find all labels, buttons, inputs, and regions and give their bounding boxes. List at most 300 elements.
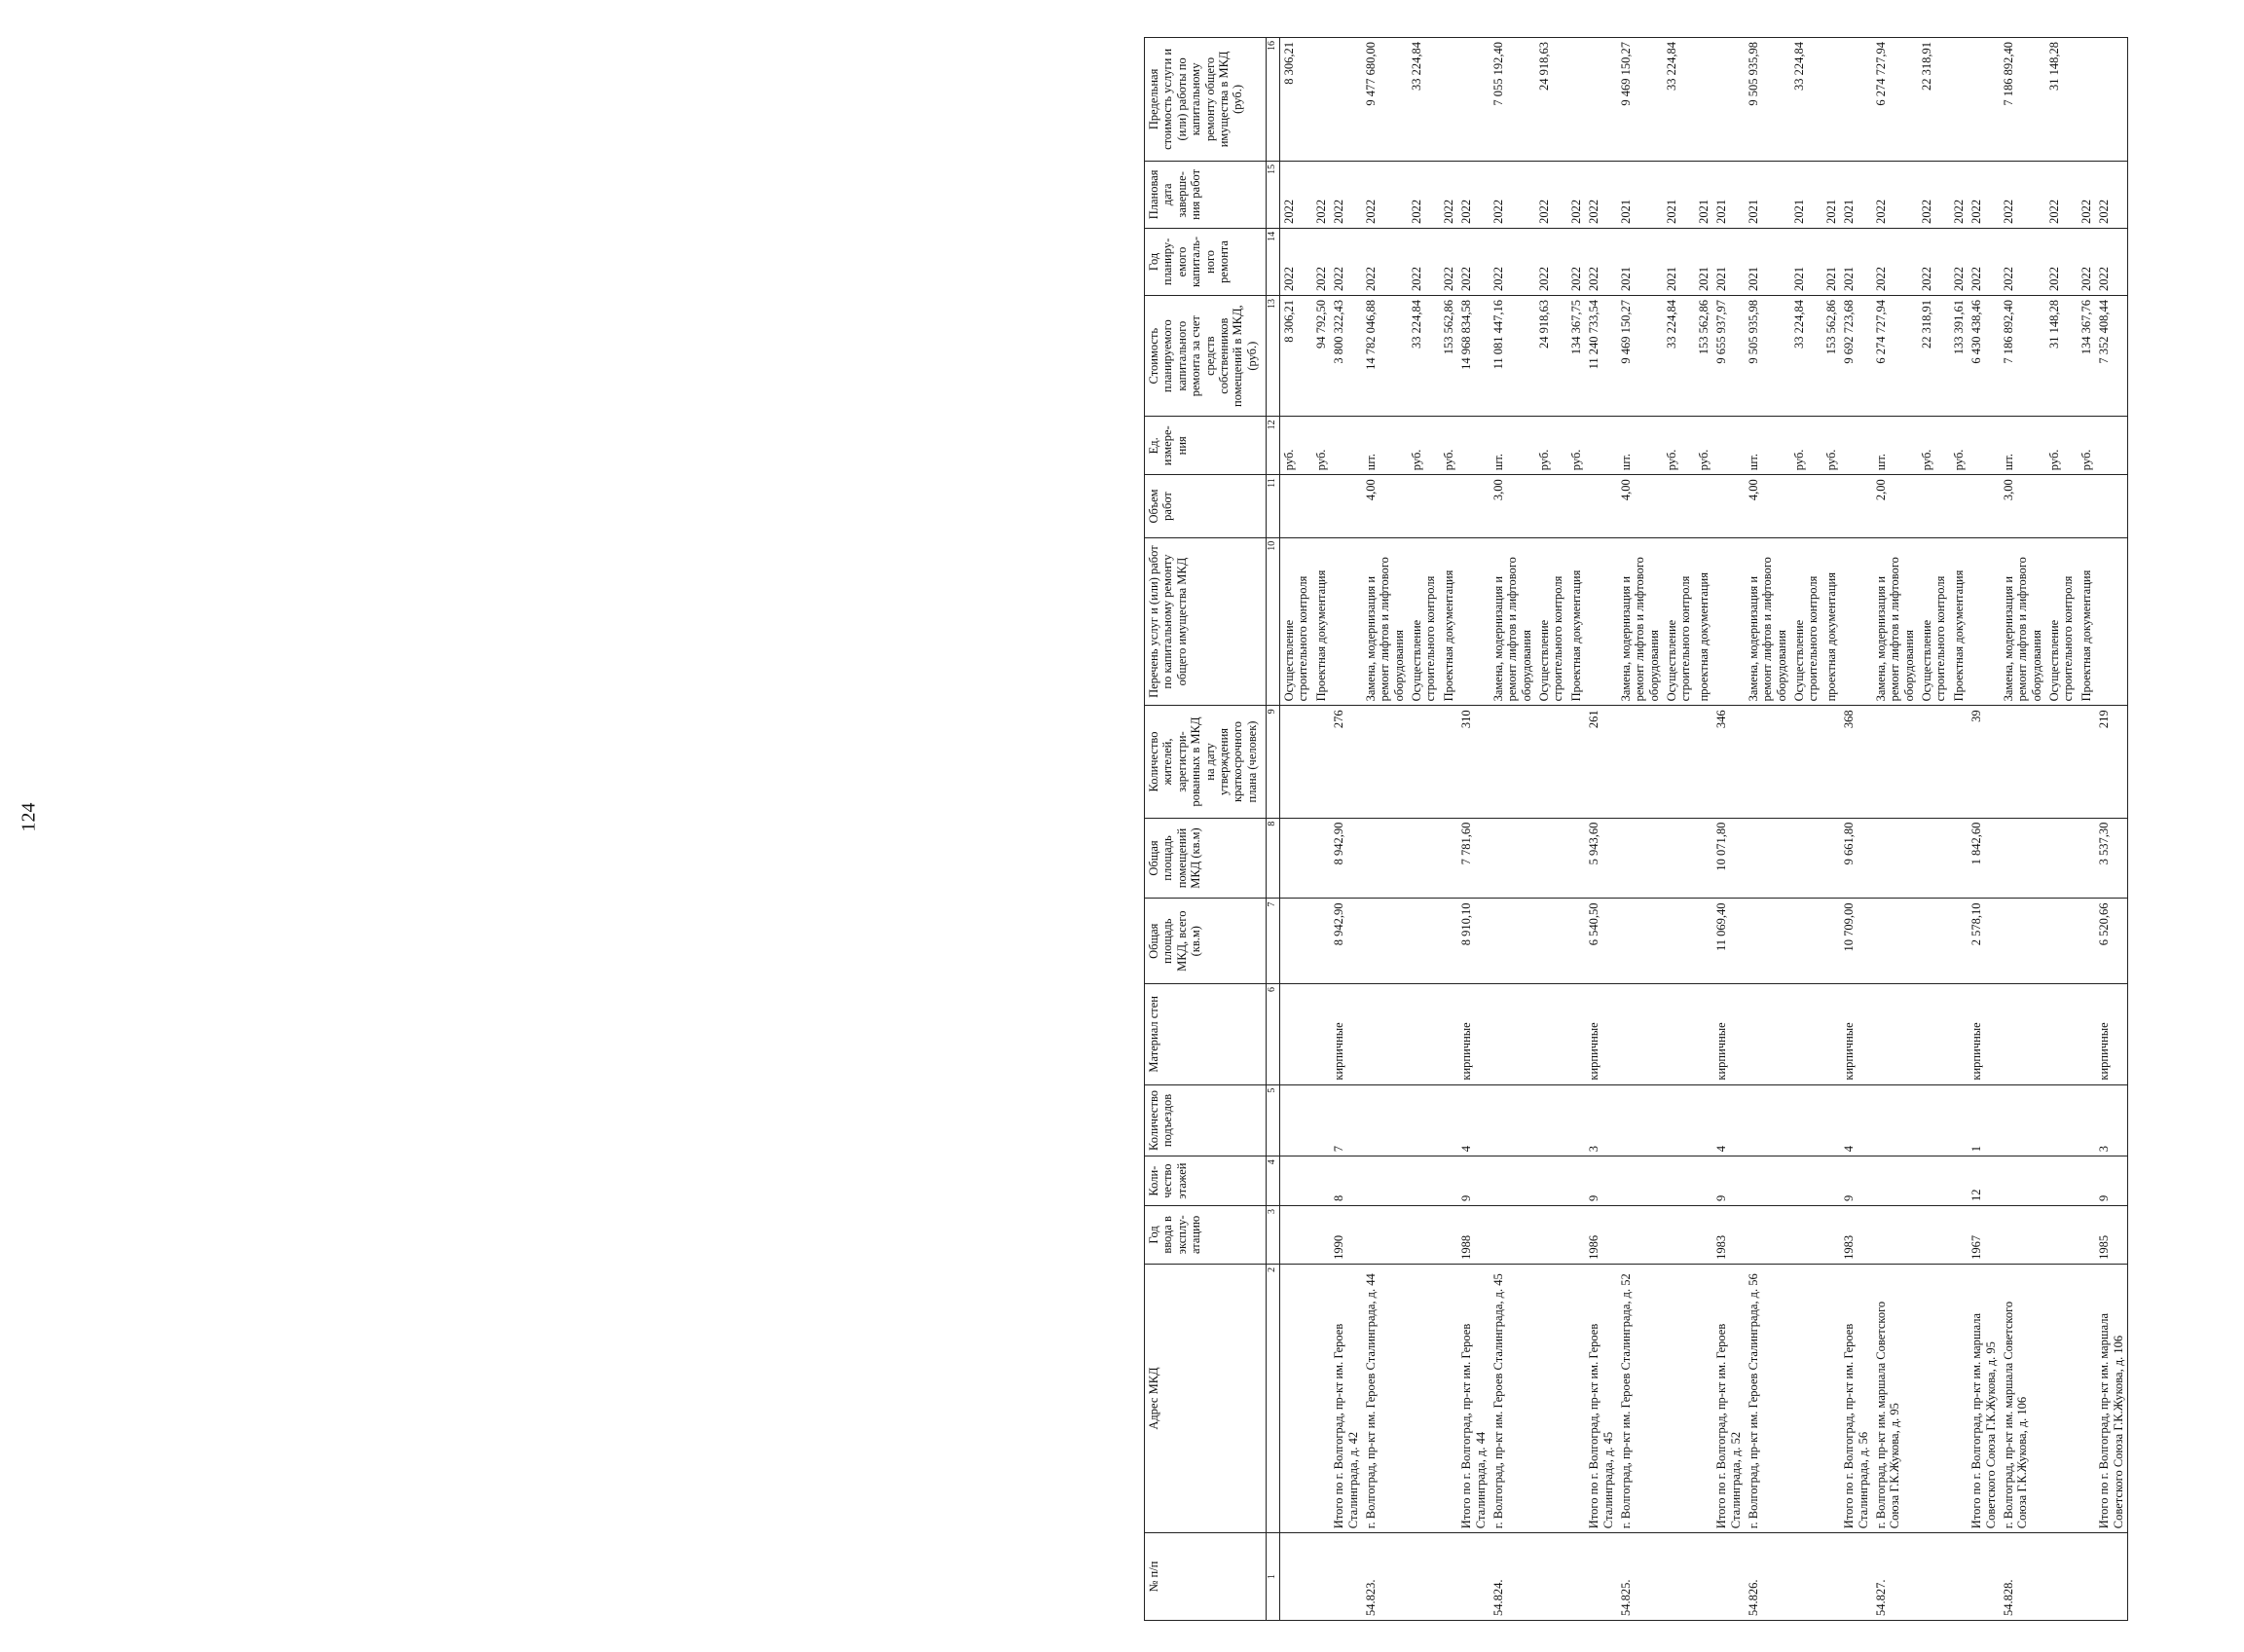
cell-c11 — [1918, 475, 1950, 537]
cell-c4 — [1745, 1156, 1790, 1206]
cell-c14: 2022 — [1968, 228, 2000, 295]
cell-c13: 11 240 733,54 — [1585, 295, 1617, 416]
cell-c15: 2022 — [2045, 161, 2078, 228]
cell-c3 — [1362, 1205, 1408, 1264]
cell-c16: 31 148,28 — [2045, 38, 2078, 162]
cell-c1 — [1968, 1533, 2000, 1621]
cell-c3 — [2078, 1205, 2095, 1264]
cell-c4 — [2078, 1156, 2095, 1206]
cell-c5 — [1280, 1084, 1312, 1156]
cell-c14: 2022 — [1408, 228, 1440, 295]
cell-c9 — [1663, 706, 1695, 818]
column-header-12: Ед. измере-ния — [1145, 417, 1267, 475]
cell-c1 — [1663, 1533, 1695, 1621]
cell-c7 — [2078, 899, 2095, 984]
cell-c13: 33 224,84 — [1790, 295, 1822, 416]
column-header-14: Год планиру-емого капиталь-ного ремонта — [1145, 228, 1267, 295]
cell-c15: 2022 — [1918, 161, 1950, 228]
cell-c5 — [1535, 1084, 1567, 1156]
cell-c1 — [1840, 1533, 1872, 1621]
cell-c11 — [1663, 475, 1695, 537]
cell-c1 — [1695, 1533, 1712, 1621]
cell-c5 — [1567, 1084, 1585, 1156]
cell-c16: 9 477 680,00 — [1362, 38, 1408, 162]
cell-c11 — [1330, 475, 1362, 537]
cell-c2: г. Волгоград, пр-кт им. маршала Советского Союза Г.К.Жукова, д. 95 — [1872, 1264, 1918, 1532]
cell-c8 — [1822, 818, 1840, 899]
cell-c14: 2021 — [1790, 228, 1822, 295]
cell-c7 — [1790, 899, 1822, 984]
cell-c6 — [1918, 983, 1950, 1084]
cell-c10 — [1840, 537, 1872, 706]
cell-c4: 9 — [2095, 1156, 2127, 1206]
cell-c4: 9 — [1457, 1156, 1490, 1206]
cell-c6 — [1745, 983, 1790, 1084]
cell-c12: шт. — [1745, 417, 1790, 475]
table-row — [1950, 38, 1968, 1621]
cell-c4 — [1535, 1156, 1567, 1206]
cell-c16 — [2095, 38, 2127, 162]
cell-c6 — [1950, 983, 1968, 1084]
cell-c5 — [1918, 1084, 1950, 1156]
cell-c16 — [1585, 38, 1617, 162]
cell-c3: 1988 — [1457, 1205, 1490, 1264]
cell-c13: 7 186 892,40 — [2000, 295, 2045, 416]
cell-c8 — [1872, 818, 1918, 899]
cell-c15: 2022 — [2000, 161, 2045, 228]
cell-c15: 2022 — [1362, 161, 1408, 228]
cell-c4 — [1490, 1156, 1535, 1206]
cell-c6: кирпичные — [1457, 983, 1490, 1084]
cell-c12 — [1712, 417, 1745, 475]
cell-c3: 1983 — [1712, 1205, 1745, 1264]
cell-c16 — [1950, 38, 1968, 162]
cell-c12: шт. — [1362, 417, 1408, 475]
cell-c5: 4 — [1840, 1084, 1872, 1156]
column-header-10: Перечень услуг и (или) работ по капитальному ремонту общего имущества МКД — [1145, 537, 1267, 706]
cell-c2 — [2078, 1264, 2095, 1532]
cell-c5 — [1490, 1084, 1535, 1156]
cell-c8 — [1617, 818, 1663, 899]
cell-c3 — [1535, 1205, 1567, 1264]
cell-c16: 24 918,63 — [1535, 38, 1567, 162]
cell-c4: 9 — [1585, 1156, 1617, 1206]
cell-c14: 2022 — [2045, 228, 2078, 295]
cell-c5: 3 — [2095, 1084, 2127, 1156]
cell-c15: 2022 — [1968, 161, 2000, 228]
cell-c6 — [1872, 983, 1918, 1084]
cell-c8 — [2000, 818, 2045, 899]
cell-c9: 310 — [1457, 706, 1490, 818]
cell-c13: 6 274 727,94 — [1872, 295, 1918, 416]
table-row — [1968, 38, 2000, 1621]
cell-c9: 346 — [1712, 706, 1745, 818]
cell-c4 — [1408, 1156, 1440, 1206]
cell-c6: кирпичные — [1840, 983, 1872, 1084]
cell-c3 — [1440, 1205, 1457, 1264]
cell-c1 — [1440, 1533, 1457, 1621]
cell-c7: 8 942,90 — [1330, 899, 1362, 984]
cell-c1 — [1585, 1533, 1617, 1621]
cell-c9 — [2045, 706, 2078, 818]
cell-c2: Итого по г. Волгоград, пр-кт им. Героев Сталинграда, д. 52 — [1712, 1264, 1745, 1532]
cell-c14: 2021 — [1663, 228, 1695, 295]
table-row — [1440, 38, 1457, 1621]
cell-c9 — [1490, 706, 1535, 818]
cell-c8 — [1280, 818, 1312, 899]
cell-c15: 2022 — [1567, 161, 1585, 228]
cell-c1 — [2078, 1533, 2095, 1621]
cell-c15: 2022 — [1950, 161, 1968, 228]
table-row — [1362, 38, 1408, 1621]
table-row — [1712, 38, 1745, 1621]
cell-c16: 8 306,21 — [1280, 38, 1312, 162]
cell-c4 — [2000, 1156, 2045, 1206]
cell-c3 — [1822, 1205, 1840, 1264]
cell-c9 — [1567, 706, 1585, 818]
column-number-2: 2 — [1267, 1264, 1280, 1532]
cell-c6: кирпичные — [2095, 983, 2127, 1084]
cell-c8 — [1663, 818, 1695, 899]
cell-c1 — [1822, 1533, 1840, 1621]
cell-c7: 8 910,10 — [1457, 899, 1490, 984]
cell-c11: 3,00 — [1490, 475, 1535, 537]
cell-c10: Осуществление строительного контроля — [1280, 537, 1312, 706]
cell-c7: 10 709,00 — [1840, 899, 1872, 984]
cell-c7: 6 520,66 — [2095, 899, 2127, 984]
cell-c3 — [1918, 1205, 1950, 1264]
cell-c9 — [1535, 706, 1567, 818]
cell-c9 — [1440, 706, 1457, 818]
cell-c16: 9 469 150,27 — [1617, 38, 1663, 162]
cell-c7 — [1535, 899, 1567, 984]
cell-c9 — [1617, 706, 1663, 818]
cell-c6 — [1567, 983, 1585, 1084]
cell-c13: 33 224,84 — [1408, 295, 1440, 416]
cell-c16: 22 318,91 — [1918, 38, 1950, 162]
cell-c15: 2022 — [1872, 161, 1918, 228]
cell-c1 — [1918, 1533, 1950, 1621]
cell-c1 — [2095, 1533, 2127, 1621]
cell-c7: 2 578,10 — [1968, 899, 2000, 984]
column-header-1: № п/п — [1145, 1533, 1267, 1621]
table-row — [2045, 38, 2078, 1621]
cell-c7 — [1695, 899, 1712, 984]
cell-c15: 2022 — [2095, 161, 2127, 228]
cell-c3 — [1950, 1205, 1968, 1264]
cell-c12: руб. — [1312, 417, 1330, 475]
cell-c4 — [1567, 1156, 1585, 1206]
cell-c9: 219 — [2095, 706, 2127, 818]
cell-c12: руб. — [1535, 417, 1567, 475]
table-row — [1312, 38, 1330, 1621]
cell-c8 — [1440, 818, 1457, 899]
cell-c11 — [1695, 475, 1712, 537]
cell-c8 — [1567, 818, 1585, 899]
cell-c11 — [1567, 475, 1585, 537]
cell-c11: 4,00 — [1362, 475, 1408, 537]
table-header — [1145, 38, 1280, 1621]
cell-c2: Итого по г. Волгоград, пр-кт им. Героев Сталинграда, д. 45 — [1585, 1264, 1617, 1532]
cell-c14: 2022 — [1872, 228, 1918, 295]
cell-c14: 2021 — [1745, 228, 1790, 295]
cell-c10 — [1585, 537, 1617, 706]
cell-c5 — [1745, 1084, 1790, 1156]
table-row — [1585, 38, 1617, 1621]
cell-c16 — [2078, 38, 2095, 162]
cell-c6: кирпичные — [1968, 983, 2000, 1084]
cell-c3 — [1695, 1205, 1712, 1264]
cell-c8 — [1312, 818, 1330, 899]
cell-c16: 9 505 935,98 — [1745, 38, 1790, 162]
cell-c15: 2022 — [1490, 161, 1535, 228]
cell-c8: 1 842,60 — [1968, 818, 2000, 899]
cell-c9: 39 — [1968, 706, 2000, 818]
cell-c15: 2021 — [1663, 161, 1695, 228]
cell-c2 — [1567, 1264, 1585, 1532]
cell-c2 — [1408, 1264, 1440, 1532]
cell-c5: 4 — [1457, 1084, 1490, 1156]
cell-c1 — [1280, 1533, 1312, 1621]
cell-c9: 261 — [1585, 706, 1617, 818]
cell-c10 — [1968, 537, 2000, 706]
cell-c2 — [1312, 1264, 1330, 1532]
cell-c11 — [2095, 475, 2127, 537]
cell-c10: Осуществление строительного контроля — [1535, 537, 1567, 706]
cell-c6 — [2000, 983, 2045, 1084]
cell-c4: 8 — [1330, 1156, 1362, 1206]
table-row — [1872, 38, 1918, 1621]
cell-c15: 2022 — [1457, 161, 1490, 228]
cell-c9 — [1362, 706, 1408, 818]
header-row — [1145, 38, 1267, 1621]
cell-c8 — [1790, 818, 1822, 899]
cell-c5 — [2078, 1084, 2095, 1156]
cell-c16: 33 224,84 — [1790, 38, 1822, 162]
cell-c13: 6 430 438,46 — [1968, 295, 2000, 416]
cell-c11 — [1840, 475, 1872, 537]
cell-c5 — [1663, 1084, 1695, 1156]
table-row — [2078, 38, 2095, 1621]
cell-c4 — [1872, 1156, 1918, 1206]
cell-c8 — [1535, 818, 1567, 899]
cell-c9 — [1822, 706, 1840, 818]
cell-c10 — [1330, 537, 1362, 706]
column-number-8: 8 — [1267, 818, 1280, 899]
cell-c9 — [1280, 706, 1312, 818]
cell-c5 — [1950, 1084, 1968, 1156]
column-number-16: 16 — [1267, 38, 1280, 162]
cell-c13: 134 367,75 — [1567, 295, 1585, 416]
column-number-6: 6 — [1267, 983, 1280, 1084]
table-row — [1408, 38, 1440, 1621]
cell-c8: 3 537,30 — [2095, 818, 2127, 899]
table-row — [1840, 38, 1872, 1621]
cell-c2: г. Волгоград, пр-кт им. Героев Сталинграда, д. 52 — [1617, 1264, 1663, 1532]
cell-c10: Осуществление строительного контроля — [2045, 537, 2078, 706]
cell-c11 — [1585, 475, 1617, 537]
cell-c14: 2021 — [1712, 228, 1745, 295]
cell-c12: руб. — [1790, 417, 1822, 475]
cell-c8: 9 661,80 — [1840, 818, 1872, 899]
cell-c10: Проектная документация — [1312, 537, 1330, 706]
cell-c5 — [1408, 1084, 1440, 1156]
cell-c16: 6 274 727,94 — [1872, 38, 1918, 162]
cell-c11 — [1312, 475, 1330, 537]
cell-c12: руб. — [1822, 417, 1840, 475]
cell-c12 — [1585, 417, 1617, 475]
cell-c13: 3 800 322,43 — [1330, 295, 1362, 416]
cell-c6 — [1663, 983, 1695, 1084]
column-number-14: 14 — [1267, 228, 1280, 295]
column-number-13: 13 — [1267, 295, 1280, 416]
cell-c5 — [2000, 1084, 2045, 1156]
table-row — [1617, 38, 1663, 1621]
cell-c5 — [1312, 1084, 1330, 1156]
cell-c8 — [1918, 818, 1950, 899]
cell-c15: 2021 — [1695, 161, 1712, 228]
cell-c10: Замена, модернизация и ремонт лифтов и лифтового оборудования — [1617, 537, 1663, 706]
cell-c1 — [1535, 1533, 1567, 1621]
cell-c1 — [1712, 1533, 1745, 1621]
cell-c11: 4,00 — [1617, 475, 1663, 537]
cell-c6 — [1535, 983, 1567, 1084]
cell-c3 — [1312, 1205, 1330, 1264]
cell-c16: 7 186 892,40 — [2000, 38, 2045, 162]
cell-c10: проектная документация — [1695, 537, 1712, 706]
cell-c5 — [1872, 1084, 1918, 1156]
cell-c16: 33 224,84 — [1663, 38, 1695, 162]
cell-c1: 54.824. — [1490, 1533, 1535, 1621]
cell-c2 — [1918, 1264, 1950, 1532]
cell-c1: 54.823. — [1362, 1533, 1408, 1621]
cell-c12: руб. — [1663, 417, 1695, 475]
cell-c3: 1986 — [1585, 1205, 1617, 1264]
cell-c12: руб. — [1918, 417, 1950, 475]
cell-c14: 2022 — [1490, 228, 1535, 295]
cell-c7 — [1872, 899, 1918, 984]
cell-c12: руб. — [1280, 417, 1312, 475]
cell-c7: 11 069,40 — [1712, 899, 1745, 984]
table-row — [2095, 38, 2127, 1621]
cell-c11 — [1457, 475, 1490, 537]
cell-c11 — [2045, 475, 2078, 537]
column-header-6: Материал стен — [1145, 983, 1267, 1084]
cell-c7 — [1663, 899, 1695, 984]
cell-c5 — [1617, 1084, 1663, 1156]
cell-c9 — [1918, 706, 1950, 818]
cell-c10: Замена, модернизация и ремонт лифтов и лифтового оборудования — [1490, 537, 1535, 706]
cell-c5 — [1362, 1084, 1408, 1156]
cell-c7 — [1918, 899, 1950, 984]
cell-c10: Проектная документация — [1567, 537, 1585, 706]
cell-c5: 7 — [1330, 1084, 1362, 1156]
cell-c4: 12 — [1968, 1156, 2000, 1206]
table-row — [1695, 38, 1712, 1621]
cell-c12: руб. — [1567, 417, 1585, 475]
column-number-7: 7 — [1267, 899, 1280, 984]
cell-c8 — [1362, 818, 1408, 899]
column-number-11: 11 — [1267, 475, 1280, 537]
cell-c16 — [1312, 38, 1330, 162]
cell-c10: проектная документация — [1822, 537, 1840, 706]
cell-c14: 2022 — [2078, 228, 2095, 295]
cell-c9 — [1790, 706, 1822, 818]
cell-c16 — [1440, 38, 1457, 162]
cell-c1: 54.827. — [1872, 1533, 1918, 1621]
cell-c14: 2022 — [1918, 228, 1950, 295]
cell-c12 — [1457, 417, 1490, 475]
cell-c14: 2021 — [1695, 228, 1712, 295]
cell-c11 — [2078, 475, 2095, 537]
cell-c15: 2021 — [1790, 161, 1822, 228]
cell-c6 — [1617, 983, 1663, 1084]
cell-c16: 33 224,84 — [1408, 38, 1440, 162]
cell-c8: 10 071,80 — [1712, 818, 1745, 899]
cell-c12 — [1330, 417, 1362, 475]
cell-c8: 8 942,90 — [1330, 818, 1362, 899]
cell-c8 — [1695, 818, 1712, 899]
cell-c2 — [1663, 1264, 1695, 1532]
cell-c8 — [2078, 818, 2095, 899]
cell-c15: 2022 — [1585, 161, 1617, 228]
cell-c13: 33 224,84 — [1663, 295, 1695, 416]
cell-c1 — [1408, 1533, 1440, 1621]
cell-c3 — [1663, 1205, 1695, 1264]
cell-c15: 2021 — [1822, 161, 1840, 228]
column-number-5: 5 — [1267, 1084, 1280, 1156]
cell-c10: Осуществление строительного контроля — [1790, 537, 1822, 706]
cell-c14: 2022 — [1567, 228, 1585, 295]
column-number-9: 9 — [1267, 706, 1280, 818]
cell-c16 — [1712, 38, 1745, 162]
cell-c9: 368 — [1840, 706, 1872, 818]
cell-c10: Проектная документация — [1440, 537, 1457, 706]
cell-c12: шт. — [1490, 417, 1535, 475]
cell-c4 — [1950, 1156, 1968, 1206]
cell-c3 — [2045, 1205, 2078, 1264]
cell-c1 — [1457, 1533, 1490, 1621]
cell-c15: 2021 — [1617, 161, 1663, 228]
cell-c5 — [2045, 1084, 2078, 1156]
cell-c8 — [2045, 818, 2078, 899]
cell-c7 — [1490, 899, 1535, 984]
cell-c11 — [1280, 475, 1312, 537]
column-header-2: Адрес МКД — [1145, 1264, 1267, 1532]
cell-c6 — [2078, 983, 2095, 1084]
cell-c5 — [1440, 1084, 1457, 1156]
cell-c9 — [1695, 706, 1712, 818]
cell-c11 — [1822, 475, 1840, 537]
cell-c15: 2022 — [1440, 161, 1457, 228]
column-header-8: Общая площадь помещений МКД (кв.м) — [1145, 818, 1267, 899]
cell-c10: Замена, модернизация и ремонт лифтов и лифтового оборудования — [1745, 537, 1790, 706]
cell-c12: руб. — [1695, 417, 1712, 475]
cell-c14: 2022 — [1535, 228, 1567, 295]
cell-c14: 2022 — [1585, 228, 1617, 295]
cell-c7 — [1362, 899, 1408, 984]
cell-c8 — [1950, 818, 1968, 899]
cell-c4 — [1918, 1156, 1950, 1206]
cell-c2: Итого по г. Волгоград, пр-кт им. Героев Сталинграда, д. 44 — [1457, 1264, 1490, 1532]
cell-c7 — [1440, 899, 1457, 984]
cell-c12: шт. — [1617, 417, 1663, 475]
cell-c13: 133 391,61 — [1950, 295, 1968, 416]
cell-c12 — [2095, 417, 2127, 475]
cell-c3 — [2000, 1205, 2045, 1264]
cell-c9 — [1312, 706, 1330, 818]
cell-c16 — [1968, 38, 2000, 162]
